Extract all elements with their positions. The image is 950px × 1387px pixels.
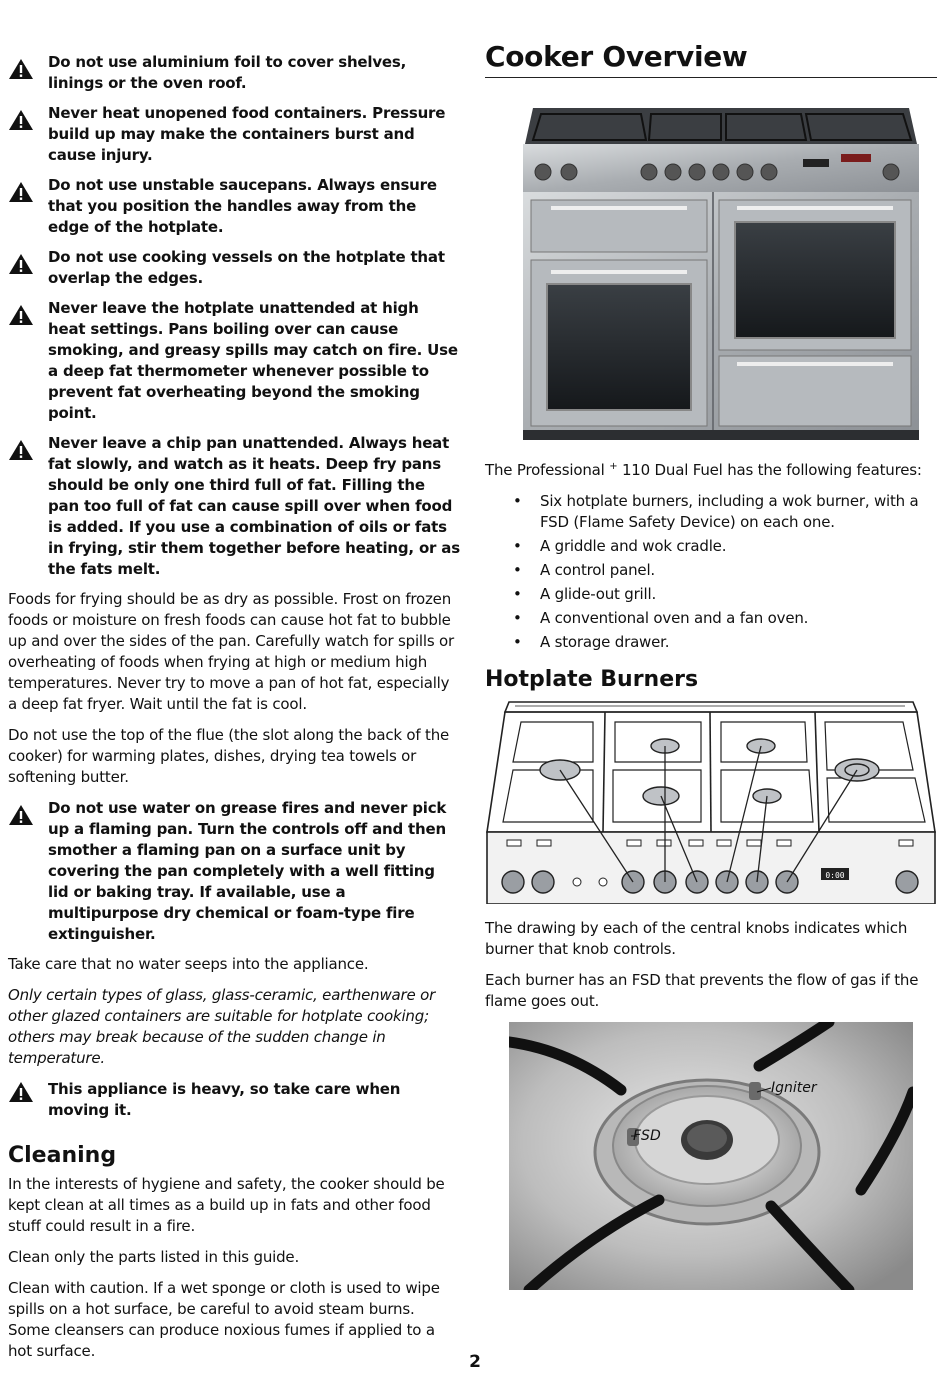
warning-item: [8, 52, 460, 94]
warning-item-fire: [8, 798, 460, 945]
cleaning-paragraph: In the interests of hygiene and safety, the cooker should be kept clean at all times as a build up in fats and other food stuff could result in a fire.: [8, 1175, 445, 1235]
warning-triangle-icon: [8, 175, 48, 207]
warning-item: [8, 433, 460, 580]
warning-triangle-icon: [8, 433, 48, 465]
warning-text: Do not use water on grease fires and never pick up a flaming pan. Turn the controls off and then smother a flaming pan on a surface unit by covering the pan completely with a well fitting lid or baking tray. If available, use a multipurpose dry chemical or foam-type fire extinguisher.: [48, 799, 447, 943]
page-title: Cooker Overview: [485, 40, 937, 78]
igniter-label: Igniter: [771, 1080, 817, 1096]
paragraph-glass: Only certain types of glass, glass-ceramic, earthenware or other glazed containers are suitable for hotplate cooking; others may break because of the sudden change in temperature.: [8, 986, 436, 1067]
paragraph-frying: Foods for frying should be as dry as possible. Frost on frozen foods or moisture on fresh foods can cause hot fat to bubble up and over the sides of the pan. Carefully watch for spills or overheating of foods when frying at high or medium high temperatures. Never try to move a pan of hot fat, especially a deep fat fryer. Wait until the fat is cool.: [8, 590, 454, 713]
paragraph-water: Take care that no water seeps into the appliance.: [8, 955, 369, 973]
intro-paragraph: [485, 456, 937, 481]
hotplate-diagram: [485, 700, 937, 904]
left-column: [8, 52, 460, 1372]
warning-triangle-icon: [8, 1079, 48, 1107]
right-column: [485, 40, 937, 1290]
warning-text: Never leave a chip pan unattended. Always heat fat slowly, and watch as it heats. Deep fry pans should be only one third full of fat. Filling the pan too full of fat can cause spill over when food is added. If you use a combination of oils or fats in frying, stir them together before heating, or as the fats melt.: [48, 434, 460, 578]
burner-photo: [509, 1022, 913, 1290]
warning-text: Never heat unopened food containers. Pressure build up may make the containers burst and cause injury.: [48, 104, 446, 164]
warning-item: [8, 103, 460, 166]
warning-triangle-icon: [8, 298, 48, 330]
diagram-clock-display: 0:00: [825, 871, 845, 880]
hotplate-paragraph: Each burner has an FSD that prevents the flow of gas if the flame goes out.: [485, 971, 919, 1010]
intro-suffix: 110 Dual Fuel has the following features:: [617, 461, 922, 479]
warning-text: Do not use unstable saucepans. Always ensure that you position the handles away from the edge of the hotplate.: [48, 176, 437, 236]
paragraph-flue: Do not use the top of the flue (the slot along the back of the cooker) for warming plates, dishes, drying tea towels or softening butter.: [8, 726, 450, 786]
warning-text: This appliance is heavy, so take care when moving it.: [48, 1080, 401, 1119]
feature-item: • Six hotplate burners, including a wok burner, with a FSD (Flame Safety Device) on each one.: [513, 491, 937, 533]
warning-text: Do not use cooking vessels on the hotplate that overlap the edges.: [48, 248, 445, 287]
warning-item-heavy: [8, 1079, 460, 1121]
warning-triangle-icon: [8, 103, 48, 135]
warning-item: [8, 298, 460, 424]
cooker-illustration: [521, 104, 921, 442]
warning-item: [8, 175, 460, 238]
warning-triangle-icon: [8, 798, 48, 830]
cleaning-paragraph: Clean only the parts listed in this guide.: [8, 1248, 300, 1266]
feature-item: • A storage drawer.: [513, 632, 937, 653]
feature-item: • A glide-out grill.: [513, 584, 937, 605]
feature-item: • A conventional oven and a fan oven.: [513, 608, 937, 629]
feature-item: • A control panel.: [513, 560, 937, 581]
warning-text: Do not use aluminium foil to cover shelves, linings or the oven roof.: [48, 53, 407, 92]
cleaning-paragraph: Clean with caution. If a wet sponge or cloth is used to wipe spills on a hot surface, be careful to avoid steam burns. Some cleansers can produce noxious fumes if applied to a hot surface.: [8, 1279, 440, 1360]
warning-text: Never leave the hotplate unattended at high heat settings. Pans boiling over can cause smoking, and greasy spills may catch on fire. Use a deep fat thermometer whenever possible to prevent fat overheating beyond the smoking point.: [48, 299, 458, 422]
cleaning-section: [8, 1174, 460, 1362]
hotplate-section: [485, 918, 937, 1012]
warnings-list: [8, 52, 460, 580]
warning-triangle-icon: [8, 247, 48, 279]
intro-sup: +: [609, 461, 618, 472]
intro-prefix: The Professional: [485, 461, 610, 479]
page-number: 2: [469, 1352, 481, 1372]
hotplate-paragraph: The drawing by each of the central knobs indicates which burner that knob controls.: [485, 919, 908, 958]
feature-item: • A griddle and wok cradle.: [513, 536, 937, 557]
cleaning-heading: Cleaning: [8, 1143, 117, 1168]
warning-triangle-icon: [8, 52, 48, 84]
fsd-label: FSD: [633, 1128, 661, 1144]
warning-item: [8, 247, 460, 289]
features-list: [513, 491, 937, 653]
hotplate-heading: Hotplate Burners: [485, 667, 699, 692]
